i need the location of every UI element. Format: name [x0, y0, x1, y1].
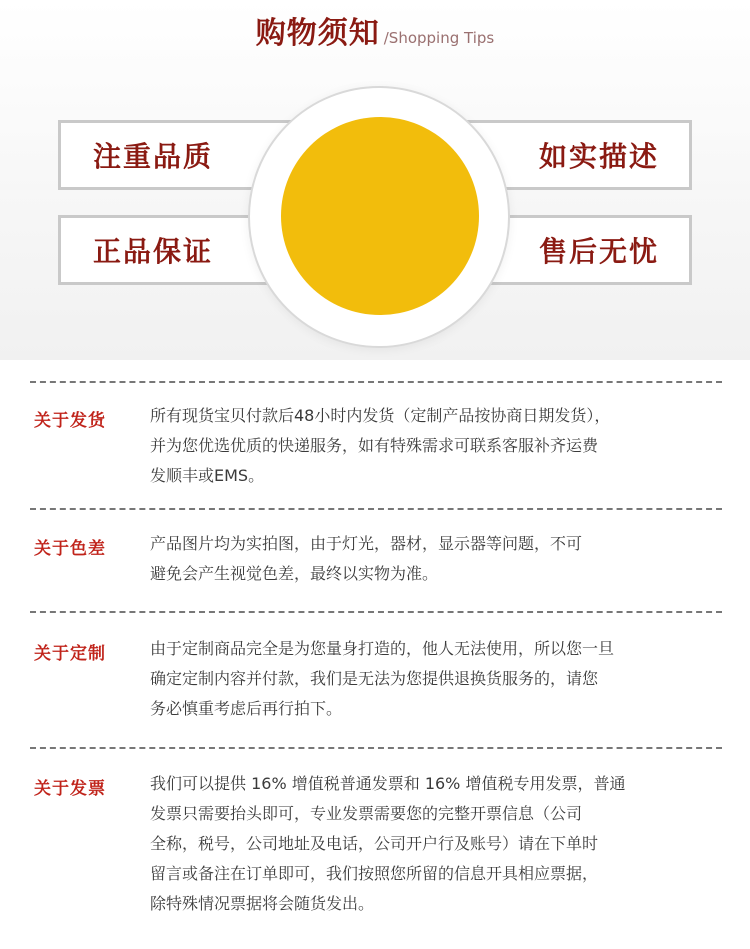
section-line: 发票只需要抬头即可，专业发票需要您的完整开票信息（公司 [150, 804, 583, 823]
hero-banner [0, 0, 750, 360]
center-circle [281, 117, 479, 315]
title-row [0, 8, 750, 52]
section-body [150, 401, 720, 491]
divider-3 [30, 611, 722, 613]
divider-4 [30, 747, 722, 749]
section-body [150, 529, 720, 589]
section-label: 关于发货 [34, 411, 106, 431]
page-subtitle: /Shopping Tips [383, 29, 495, 47]
divider-1 [30, 381, 722, 383]
section-line: 除特殊情况票据将会随货发出。 [150, 894, 375, 913]
feature-aftersales-label: 售后无忧 [538, 235, 659, 268]
section-line: 所有现货宝贝付款后48小时内发货（定制产品按协商日期发货）， [150, 406, 611, 425]
section-label: 关于色差 [34, 539, 106, 559]
section-line: 我们可以提供 16% 增值税普通发票和 16% 增值税专用发票，普通 [150, 774, 626, 793]
section-label: 关于定制 [34, 644, 106, 664]
section-body [150, 634, 720, 724]
section-body [150, 769, 720, 919]
section-line: 全称，税号，公司地址及电话，公司开户行及账号）请在下单时 [150, 834, 599, 853]
section-label: 关于发票 [34, 779, 106, 799]
section-line: 并为您优选优质的快递服务，如有特殊需求可联系客服补齐运费 [150, 436, 599, 455]
section-line: 留言或备注在订单即可，我们按照您所留的信息开具相应票据， [150, 864, 599, 883]
feature-genuine-label: 正品保证 [93, 235, 214, 268]
section-line: 发顺丰或EMS。 [150, 466, 265, 485]
feature-quality-label: 注重品质 [93, 140, 214, 173]
section-line: 确定定制内容并付款，我们是无法为您提供退换货服务的，请您 [150, 669, 599, 688]
section-line: 由于定制商品完全是为您量身打造的，他人无法使用，所以您一旦 [150, 639, 615, 658]
section-line: 避免会产生视觉色差，最终以实物为准。 [150, 564, 439, 583]
divider-2 [30, 508, 722, 510]
section-line: 务必慎重考虑后再行拍下。 [150, 699, 343, 718]
page-title: 购物须知 [255, 16, 380, 51]
feature-accurate-label: 如实描述 [538, 140, 659, 173]
section-line: 产品图片均为实拍图，由于灯光，器材，显示器等问题，不可 [150, 534, 583, 553]
